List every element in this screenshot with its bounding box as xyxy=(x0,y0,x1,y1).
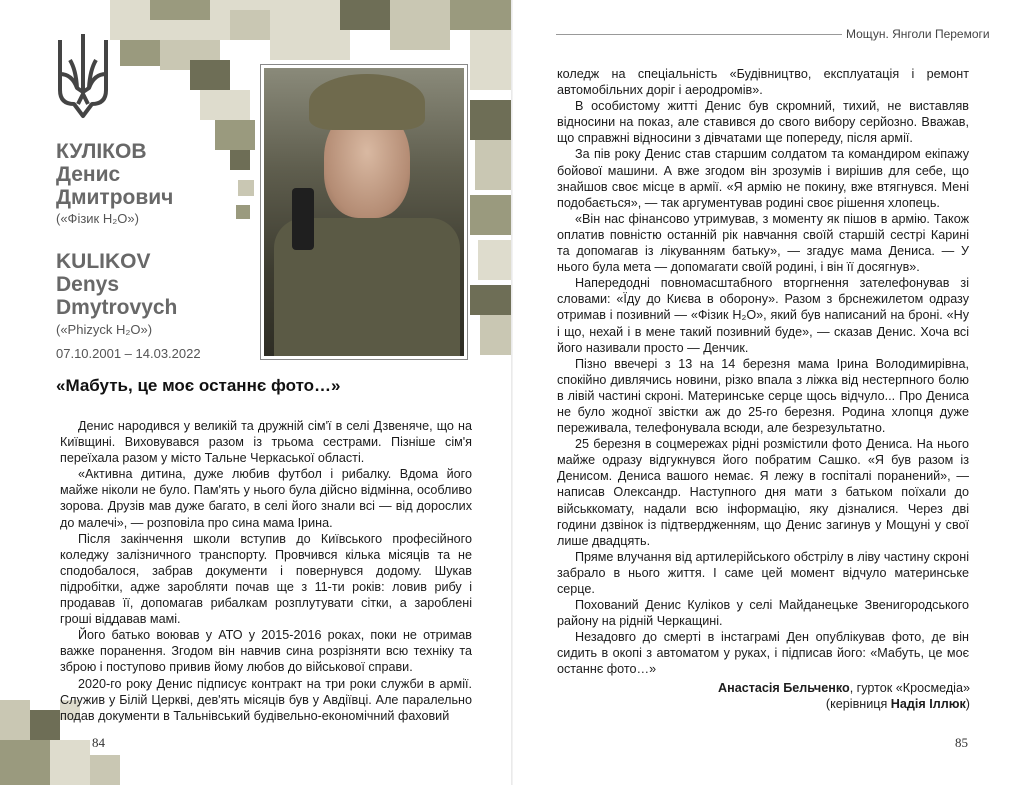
article-title: «Мабуть, це моє останнє фото…» xyxy=(56,376,341,395)
author-credit xyxy=(718,680,970,712)
paragraph: коледж на спеціальність «Будівництво, експлуатація і ремонт автомобільних доріг і аеродромів». xyxy=(557,67,969,98)
surname-en: KULIKOV xyxy=(56,250,151,273)
supervisor-suffix: ) xyxy=(965,697,970,711)
name-english xyxy=(56,250,177,319)
supervisor-name: Надія Іллюк xyxy=(890,697,966,711)
paragraph: «Активна дитина, дуже любив футбол і рибалку. Вдома його майже ніколи не було. Пам'ять у нього була дійсно відмінна, особливо зорова. Друзів мав дуже багато, в селі його знали всі — від дорослих до малечі», — розповіла про сина мама Ірина. xyxy=(60,467,472,530)
photo-cap xyxy=(309,74,425,130)
paragraph: За пів року Денис став старшим солдатом та командиром екіпажу бойової машини. А вже згодом він зрозумів і вирішив для себе, що знайшов своє місце в армії. «Я армію не покину, вже втягнувся. Мені подобається», — так аргументував родині своє рішення хлопець. xyxy=(557,147,969,210)
paragraph: Незадовго до смерті в інстаграмі Ден опублікував фото, де він сидить в окопі з автоматом у руках, і підписав його: «Мабуть, це моє останнє фото…» xyxy=(557,630,969,677)
right-column-text xyxy=(557,66,969,678)
paragraph: Після закінчення школи вступив до Київського професійного коледжу залізничного транспорту. Провчився кілька місяців та не сподобалося, забрав документи і повернувся додому. Шукав підробітки, адже заробляти почав ще з 11-ти років: ловив рибу і продавав її, допомагав рибалкам розплутувати сітки, а зароблені гроші віддавав мамі. xyxy=(60,531,472,627)
paragraph: Денис народився у великій та дружній сім'ї в селі Дзвеняче, що на Київщині. Виховувався разом із трьома сестрами. Пізніше сім'я переїхала разом у місто Тальне Черкаської області. xyxy=(60,419,472,466)
paragraph: «Він нас фінансово утримував, з моменту як пішов в армію. Також оплатив повністю останній рік навчання своїй старшій сестрі Карині та допомагав із лікуванням батьку», — згадує мама Дениса. — У нього була мета — допомагати своїй родині, і він її досягнув». xyxy=(557,211,969,275)
paragraph: 2020-го року Денис підписує контракт на три роки служби в армії. Служив у Білій Церкві, дев'ять місяців був у Авдіївці. Але паралельно подав документи в Тальнівський будівельно-економічний фаховий xyxy=(60,676,472,723)
header-rule xyxy=(556,34,842,35)
name-ukrainian xyxy=(56,140,173,209)
portrait-photo xyxy=(261,65,467,359)
photo-radio xyxy=(292,188,314,250)
paragraph: 25 березня в соцмережах рідні розмістили фото Дениса. На нього майже одразу відгукнувся його побратим Сашко. «Я був разом із Денисом. Дениса вашого немає. Я лежу в госпіталі поранений», — написав Олександр. Наступного дня мати з батьком поїхали до військкомату, надали всю інформацію, яку дізналися. Через дві години дзвінок із підтвердженням, що Денис загинув у Мощуні у свої лише двадцять. xyxy=(557,437,969,548)
alias-uk: («Фізик H₂O») xyxy=(56,211,139,226)
page-number-right: 85 xyxy=(955,735,968,750)
trident-emblem-icon xyxy=(52,30,114,126)
given-name-uk: Денис xyxy=(56,163,121,186)
alias-en: («Phizyck H₂O») xyxy=(56,322,153,337)
given-name-en: Denys xyxy=(56,273,120,296)
paragraph: Напередодні повномасштабного вторгнення зателефонував зі словами: «Їду до Києва в оборону». Разом з брснежилетом одразу отримав і позивний — «Фізик H₂O», який був написаний на броні. «Ну і що, нехай і в мене такий позивний буде», — сказав Денис. Хоча всі його називали просто — Денчик. xyxy=(557,276,969,355)
paragraph: Пряме влучання від артилерійського обстрілу в ліву частину скроні забрало в нього життя. І саме цей момент відчуло материнське серце. xyxy=(557,549,969,596)
left-column-text xyxy=(60,418,472,724)
supervisor-prefix: (керівниця xyxy=(825,697,891,711)
author-name: Анастасія Бельченко xyxy=(718,681,850,695)
paragraph: Пізно ввечері з 13 на 14 березня мама Ірина Володимирівна, спокійно дивлячись новини, різко впала з ліжка від нестерпного болю в лівій частині скроні. Материнське серце щось відчуло... Про Дениса не було жодної звістки аж до 25-го березня. Родина хлопця дуже переживала, телефонувала всюди, але безрезультатно. xyxy=(557,356,969,436)
paragraph: В особистому житті Денис був скромний, тихий, не виставляв відносини на показ, але ставився до свого вибору серйозно. Вважав, що справжні відносини з дівчатами ще попереду, після армії. xyxy=(557,99,969,146)
patronymic-uk: Дмитрович xyxy=(56,186,174,209)
author-group: , гурток «Кросмедіа» xyxy=(849,681,970,695)
surname-uk: КУЛІКОВ xyxy=(56,140,147,163)
life-dates: 07.10.2001 – 14.03.2022 xyxy=(56,346,201,361)
page-number-left: 84 xyxy=(92,735,105,750)
paragraph: Його батько воював у АТО у 2015-2016 роках, поки не отримав важке поранення. Згодом він навчив сина розрізняти всю техніку та зброю і поступово привив йому любов до військової справи. xyxy=(60,628,472,675)
paragraph: Похований Денис Куліков у селі Майданецьке Звенигородського району на рідній Черкащині. xyxy=(557,598,969,629)
page-gutter xyxy=(511,0,513,785)
running-header: Мощун. Янголи Перемоги xyxy=(846,27,990,41)
patronymic-en: Dmytrovych xyxy=(56,296,178,319)
